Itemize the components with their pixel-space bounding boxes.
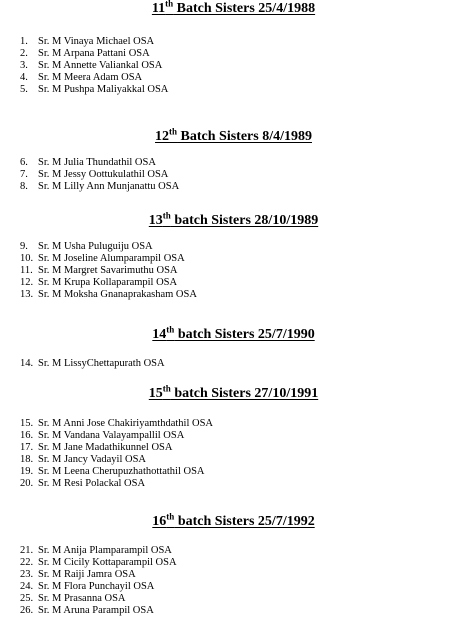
batch-heading: 11th Batch Sisters 25/4/1988: [151, 0, 316, 16]
list-item: 5. Sr. M Pushpa Maliyakkal OSA: [20, 84, 169, 95]
batch-heading: 14th batch Sisters 25/7/1990: [152, 324, 315, 342]
list-item: 24. Sr. M Flora Punchayil OSA: [20, 581, 155, 592]
list-item: 6. Sr. M Julia Thundathil OSA: [20, 157, 156, 168]
batch-heading: 13th batch Sisters 28/10/1989: [148, 210, 319, 228]
list-item: 26. Sr. M Aruna Parampil OSA: [20, 605, 154, 616]
batch-heading: 12th Batch Sisters 8/4/1989: [155, 126, 312, 144]
batch-member-list: [20, 241, 197, 301]
list-item: 20. Sr. M Resi Polackal OSA: [20, 478, 146, 489]
list-item: 23. Sr. M Raiji Jamra OSA: [20, 569, 136, 580]
list-item: 21. Sr. M Anija Plamparampil OSA: [20, 545, 172, 556]
list-item: 10. Sr. M Joseline Alumparampil OSA: [20, 253, 185, 264]
list-item: 17. Sr. M Jane Madathikunnel OSA: [20, 442, 173, 453]
list-item: 16. Sr. M Vandana Valayampallil OSA: [20, 430, 185, 441]
list-item: 8. Sr. M Lilly Ann Munjanattu OSA: [20, 181, 180, 192]
list-item: 3. Sr. M Annette Valiankal OSA: [20, 60, 163, 71]
list-item: 25. Sr. M Prasanna OSA: [20, 593, 126, 604]
list-item: 19. Sr. M Leena Cherupuzhathottathil OSA: [20, 466, 205, 477]
batch-member-list: [20, 157, 179, 193]
list-item: 13. Sr. M Moksha Gnanaprakasham OSA: [20, 289, 197, 300]
list-item: 9. Sr. M Usha Puluguiju OSA: [20, 241, 153, 252]
list-item: 4. Sr. M Meera Adam OSA: [20, 72, 143, 83]
list-item: 12. Sr. M Krupa Kollaparampil OSA: [20, 277, 178, 288]
batch-member-list: [20, 36, 168, 96]
list-item: 18. Sr. M Jancy Vadayil OSA: [20, 454, 147, 465]
list-item: 2. Sr. M Arpana Pattani OSA: [20, 48, 150, 59]
list-item: 11. Sr. M Margret Savarimuthu OSA: [20, 265, 178, 276]
batch-member-list: [20, 418, 213, 490]
batch-member-list: [20, 358, 165, 370]
list-item: 14. Sr. M LissyChettapurath OSA: [20, 358, 165, 369]
list-item: 7. Sr. M Jessy Oottukulathil OSA: [20, 169, 169, 180]
batch-heading: 15th batch Sisters 27/10/1991: [148, 383, 319, 401]
list-item: 15. Sr. M Anni Jose Chakiriyamthdathil OSA: [20, 418, 214, 429]
list-item: 22. Sr. M Cicily Kottaparampil OSA: [20, 557, 177, 568]
batch-member-list: [20, 545, 177, 617]
batch-heading: 16th batch Sisters 25/7/1992: [152, 511, 315, 529]
list-item: 1. Sr. M Vinaya Michael OSA: [20, 36, 155, 47]
